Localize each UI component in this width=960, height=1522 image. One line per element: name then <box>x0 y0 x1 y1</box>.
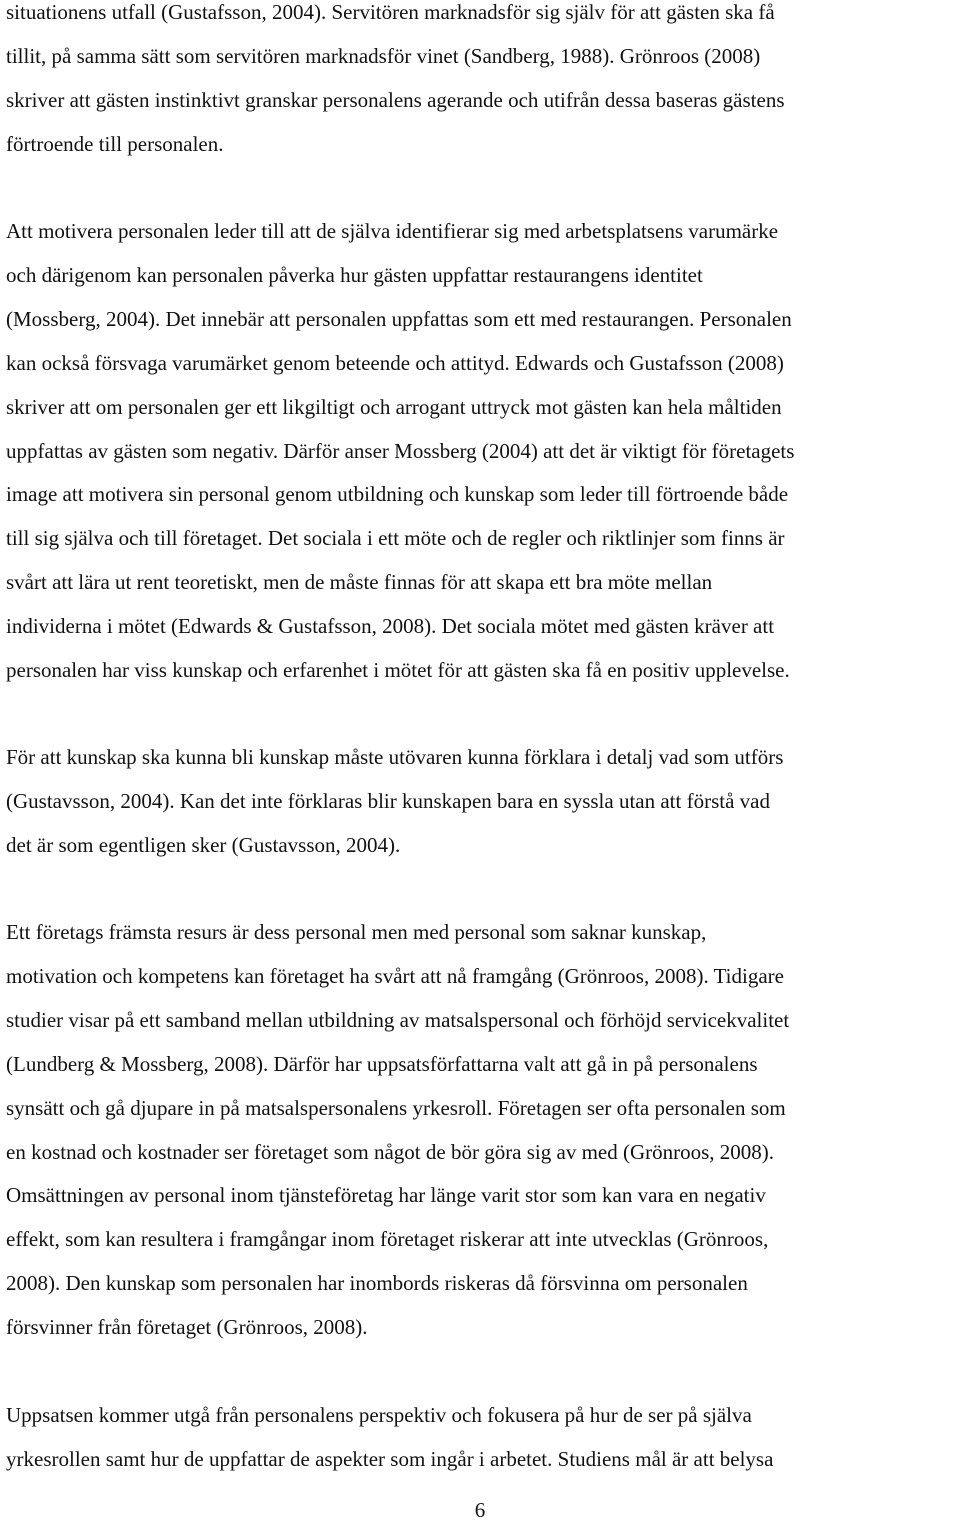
text-line: situationens utfall (Gustafsson, 2004). Servitören marknadsför sig själv för att gästen ska få <box>6 0 775 24</box>
text-line: personalen har viss kunskap och erfarenhet i mötet för att gästen ska få en positiv upplevelse. <box>6 658 790 682</box>
text-line: Att motivera personalen leder till att de själva identifierar sig med arbetsplatsens varumärke <box>6 219 779 243</box>
text-line: förtroende till personalen. <box>6 132 224 156</box>
text-line: motivation och kompetens kan företaget ha svårt att nå framgång (Grönroos, 2008). Tidigare <box>6 964 784 988</box>
text-line: Ett företags främsta resurs är dess personal men med personal som saknar kunskap, <box>6 920 707 944</box>
text-line: För att kunskap ska kunna bli kunskap måste utövaren kunna förklara i detalj vad som utförs <box>6 745 784 769</box>
text-line: skriver att om personalen ger ett likgiltigt och arrogant uttryck mot gästen kan hela måltiden <box>6 395 782 419</box>
text-line: skriver att gästen instinktivt granskar personalens agerande och utifrån dessa baseras gästens <box>6 88 785 112</box>
text-line: synsätt och gå djupare in på matsalspersonalens yrkesroll. Företagen ser ofta personalen som <box>6 1096 786 1120</box>
page-number: 6 <box>474 1498 486 1522</box>
text-line: image att motivera sin personal genom utbildning och kunskap som leder till förtroende både <box>6 482 789 506</box>
text-line: individerna i mötet (Edwards & Gustafsson, 2008). Det sociala mötet med gästen kräver att <box>6 614 775 638</box>
text-line: kan också försvaga varumärket genom beteende och attityd. Edwards och Gustafsson (2008) <box>6 351 784 375</box>
text-line: studier visar på ett samband mellan utbildning av matsalspersonal och förhöjd servicekvalitet <box>6 1008 790 1032</box>
text-line: en kostnad och kostnader ser företaget som något de bör göra sig av med (Grönroos, 2008). <box>6 1140 775 1164</box>
text-line: (Gustavsson, 2004). Kan det inte förklaras blir kunskapen bara en syssla utan att förstå vad <box>6 789 770 813</box>
text-line: 2008). Den kunskap som personalen har inombords riskeras då försvinna om personalen <box>6 1271 748 1295</box>
text-line: (Mossberg, 2004). Det innebär att personalen uppfattas som ett med restaurangen. Personalen <box>6 307 792 331</box>
text-line: (Lundberg & Mossberg, 2008). Därför har uppsatsförfattarna valt att gå in på personalens <box>6 1052 758 1076</box>
text-line: uppfattas av gästen som negativ. Därför anser Mossberg (2004) att det är viktigt för företagets <box>6 439 795 463</box>
text-line: försvinner från företaget (Grönroos, 2008). <box>6 1315 368 1339</box>
text-line: tillit, på samma sätt som servitören marknadsför vinet (Sandberg, 1988). Grönroos (2008) <box>6 44 761 68</box>
text-line: Uppsatsen kommer utgå från personalens perspektiv och fokusera på hur de ser på själva <box>6 1403 752 1427</box>
text-line: yrkesrollen samt hur de uppfattar de aspekter som ingår i arbetet. Studiens mål är att belysa <box>6 1447 774 1471</box>
text-line: och därigenom kan personalen påverka hur gästen uppfattar restaurangens identitet <box>6 263 703 287</box>
text-line: Omsättningen av personal inom tjänsteföretag har länge varit stor som kan vara en negativ <box>6 1183 766 1207</box>
text-line: till sig själva och till företaget. Det sociala i ett möte och de regler och riktlinjer som finns är <box>6 526 785 550</box>
text-line: det är som egentligen sker (Gustavsson, 2004). <box>6 833 401 857</box>
text-line: svårt att lära ut rent teoretiskt, men de måste finnas för att skapa ett bra möte mellan <box>6 570 713 594</box>
text-line: effekt, som kan resultera i framgångar inom företaget riskerar att inte utvecklas (Grönroos, <box>6 1227 769 1251</box>
